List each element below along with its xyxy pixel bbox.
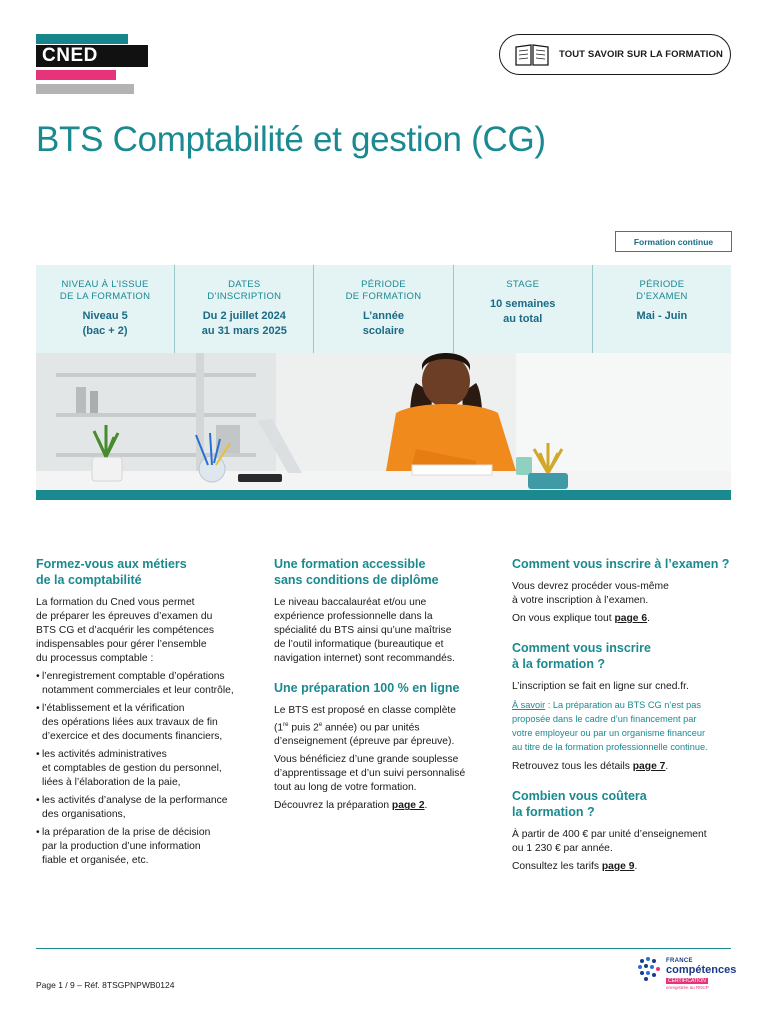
photo-accent-strip: [36, 490, 731, 500]
info-label: PÉRIODE DE FORMATION: [345, 279, 422, 302]
list-item: • l’enregistrement comptable d’opérations notamment commerciales et leur contrôle,: [36, 670, 258, 698]
info-niveau: [36, 265, 175, 353]
open-book-icon: [514, 43, 550, 67]
student-photo: [36, 353, 731, 490]
info-value: 10 semaines au total: [489, 298, 556, 325]
a-savoir-note: À savoir : La préparation au BTS CG n’est pas proposée dans le cadre d’un financement par votre employeur ou par un organisme financeur au titre de la formation professionnelle continue.: [512, 700, 708, 752]
info-stage: [454, 265, 593, 353]
info-label: PÉRIODE D’EXAMEN: [636, 279, 688, 302]
info-label: NIVEAU À L’ISSUE DE LA FORMATION: [59, 279, 151, 302]
dots-icon: [636, 955, 664, 983]
souplesse-text: Vous bénéficiez d’une grande souplesse d’apprentissage et d’un suivi personnalisé tout au long de votre formation.: [274, 754, 466, 794]
info-label: DATES D’INSCRIPTION: [207, 279, 282, 302]
page-6-link[interactable]: page 6: [614, 613, 648, 624]
page-9-link[interactable]: page 9: [601, 861, 635, 872]
column-formation: [274, 556, 496, 817]
inscription-text: L’inscription se fait en ligne sur cned.fr.: [512, 681, 689, 692]
info-label: STAGE: [506, 279, 540, 290]
examen-text: Vous devrez procéder vous-même à votre inscription à l’examen.: [512, 581, 669, 606]
tarifs-line: Consultez les tarifs page 9.: [512, 861, 638, 872]
accessible-text: Le niveau baccalauréat et/ou une expérience professionnelle dans la spécialité du BTS ainsi qu’une maîtrise de l’outil informatique (bureautique et navigation internet) sont recommandés.: [274, 597, 455, 664]
online-text: Le BTS est proposé en classe complète (1re puis 2e année) ou par unités d’enseignement (épreuve par épreuve).: [274, 705, 457, 748]
page-2-link[interactable]: page 2: [391, 800, 425, 812]
list-item: • les activités d’analyse de la performance des organisations,: [36, 794, 258, 822]
footer-divider: [36, 948, 731, 949]
column-inscription: [512, 556, 737, 878]
cout-text: À partir de 400 € par unité d’enseignement ou 1 230 € par année.: [512, 829, 707, 854]
info-value: Du 2 juillet 2024 au 31 mars 2025: [201, 310, 287, 337]
metiers-heading: Formez-vous aux métiers de la comptabilité: [36, 557, 187, 587]
page-title: BTS Comptabilité et gestion (CG): [36, 120, 546, 159]
formation-info-label: TOUT SAVOIR SUR LA FORMATION: [559, 49, 723, 60]
page-reference: Page 1 / 9 – Réf. 8TSGPNPWB0124: [36, 980, 175, 990]
formation-info-button[interactable]: [499, 34, 731, 75]
competences-list: [36, 670, 258, 868]
key-info-band: [36, 265, 731, 353]
page-7-link[interactable]: page 7: [632, 761, 666, 772]
column-metiers: [36, 556, 258, 872]
formation-continue-tag: Formation continue: [615, 231, 732, 252]
inscription-heading: Comment vous inscrire à la formation ?: [512, 641, 651, 671]
preparation-line: Découvrez la préparation page 2.: [274, 800, 428, 812]
list-item: • la préparation de la prise de décision par la production d’une information fiable et organisée, etc.: [36, 826, 258, 868]
info-value: L’année scolaire: [362, 310, 405, 337]
metiers-intro: La formation du Cned vous permet de préparer les épreuves d’examen du BTS CG et d’acquérir les compétences indispensables pour gérer l’ensemble du processus comptable :: [36, 597, 214, 664]
examen-link-line: On vous explique tout page 6.: [512, 613, 650, 624]
info-value: Niveau 5 (bac + 2): [82, 310, 128, 337]
list-item: • les activités administratives et comptables de gestion du personnel, liées à l’élaboration de la paie,: [36, 748, 258, 790]
info-periode-formation: [314, 265, 453, 353]
examen-heading: Comment vous inscrire à l’examen ?: [512, 557, 730, 571]
info-dates: [175, 265, 314, 353]
cned-logo: [36, 34, 148, 94]
logo-text: CNED: [36, 45, 148, 67]
france-competences-logo: FRANCE compétences CERTIFICATION enregistrée au RNCP: [636, 955, 732, 991]
details-line: Retrouvez tous les détails page 7.: [512, 761, 669, 772]
cout-heading: Combien vous coûtera la formation ?: [512, 789, 647, 819]
online-heading: Une préparation 100 % en ligne: [274, 681, 460, 695]
accessible-heading: Une formation accessible sans conditions de diplôme: [274, 557, 439, 587]
info-value: Mai - Juin: [636, 310, 688, 322]
list-item: • l’établissement et la vérification des opérations liées aux travaux de fin d’exercice et des documents financiers,: [36, 702, 258, 744]
info-periode-examen: [593, 265, 731, 353]
